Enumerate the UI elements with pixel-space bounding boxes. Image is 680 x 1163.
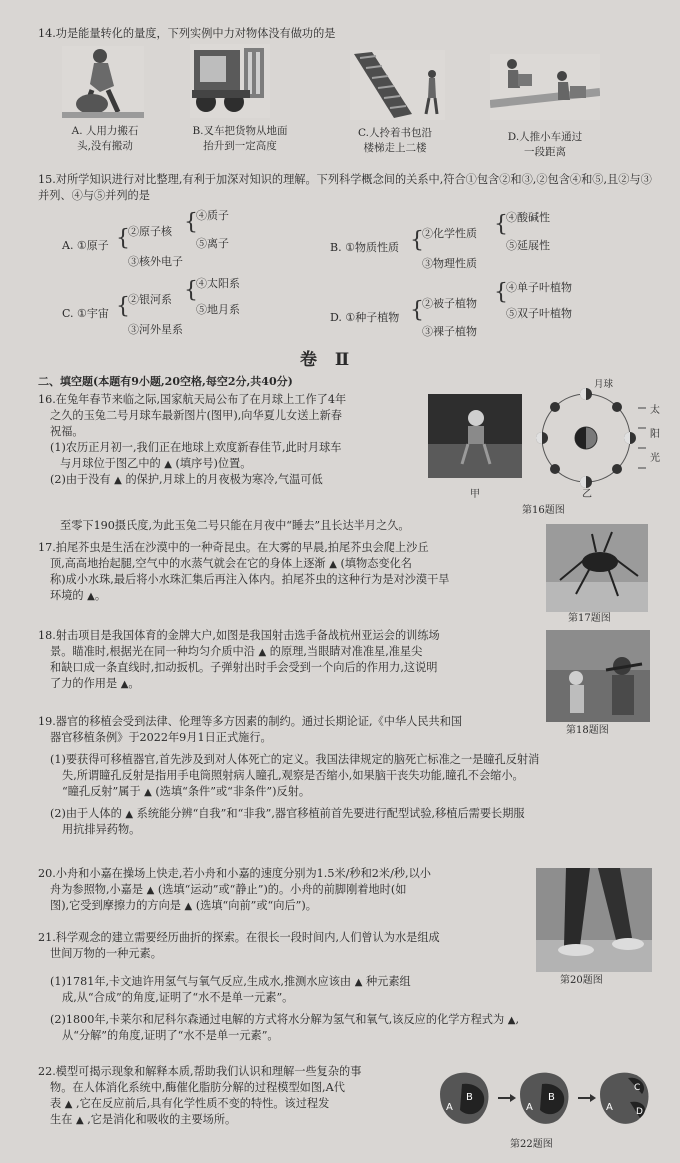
q14-option-c-line1: C.人拎着书包沿 bbox=[358, 127, 432, 139]
q16-figure-yi-label: 乙 bbox=[582, 489, 592, 500]
q18-period: 。 bbox=[128, 677, 140, 690]
q15-a-root: A. ①原子 bbox=[62, 239, 109, 252]
q15-a-n5: ⑤离子 bbox=[196, 237, 229, 250]
answer-blank: ▲ bbox=[146, 884, 155, 896]
q19-text-intro bbox=[38, 714, 538, 746]
answer-blank: ▲ bbox=[184, 901, 193, 913]
q22-label-a1: A bbox=[446, 1102, 453, 1113]
q17-line3: 称)成小水珠,最后将小水珠汇集后再注入体内。拍尾芥虫的这种行为是对沙漠干旱 bbox=[50, 573, 450, 587]
q21-sub1-a: (1)1781年,卡文迪许用氢气与氧气反应,生成水,推测水应该由 bbox=[50, 975, 352, 988]
q19-sub1-line3b: (选填“条件”或“非条件”)反射。 bbox=[155, 784, 311, 798]
q17-period: 。 bbox=[94, 589, 107, 602]
q15-b-brace: { bbox=[410, 228, 424, 253]
q22-label-c: C bbox=[634, 1083, 641, 1093]
q15-c-n4: ④太阳系 bbox=[196, 277, 240, 290]
q19-line2: 器官移植条例》于2022年9月1日正式施行。 bbox=[50, 730, 272, 744]
q22-line3b: ,它在反应前后,具有化学性质不变的特性。该过程发 bbox=[76, 1096, 330, 1110]
q15-c-n5: ⑤地月系 bbox=[196, 303, 240, 316]
q21-line2: 世间万物的一种元素。 bbox=[50, 946, 162, 960]
q22-line4a: 生在 bbox=[50, 1113, 73, 1126]
q15-d-n5: ⑤双子叶植物 bbox=[506, 307, 572, 320]
q18-text bbox=[38, 628, 538, 692]
q14-option-a-line2: 头,没有搬动 bbox=[77, 139, 133, 152]
q21-sub2-a: (2)1800年,卡莱尔和尼科尔森通过电解的方式将水分解为氢气和氧气,该反应的化学方程式为 bbox=[50, 1013, 505, 1027]
answer-blank: ▲ bbox=[507, 1015, 516, 1027]
q15-stem: 15.对所学知识进行对比整理,有利于加深对知识的理解。下列科学概念间的关系中,符合①包含②和③,②包含④和⑤,且②与③并列、④与⑤并列的是 bbox=[38, 173, 652, 202]
q17-line1: 17.拍尾芥虫是生活在沙漠中的一种奇昆虫。在大雾的早晨,拍尾芥虫会爬上沙丘 bbox=[38, 541, 429, 554]
q18-caption: 第18题图 bbox=[566, 725, 609, 736]
q16-sub2-b: 的保护,月球上的月夜极为寒冷,气温可低 bbox=[125, 472, 323, 486]
q15-c-n3: ③河外星系 bbox=[128, 323, 183, 336]
q22-figure-enzyme-model bbox=[434, 1064, 660, 1134]
q15-c-n2: ②银河系 bbox=[128, 293, 172, 306]
answer-blank: ▲ bbox=[87, 591, 95, 602]
q15-b-n3: ③物理性质 bbox=[422, 257, 477, 270]
q22-text bbox=[38, 1064, 468, 1128]
q17-figure-beetle bbox=[546, 524, 648, 612]
q16-line3: 祝福。 bbox=[50, 424, 84, 438]
q21-line1: 21.科学观念的建立需要经历曲折的探索。在很长一段时间内,人们曾认为水是组成 bbox=[38, 931, 440, 944]
answer-blank: ▲ bbox=[144, 786, 152, 798]
q22-line3a: 表 bbox=[50, 1096, 62, 1110]
q20-line1: 20.小舟和小嘉在操场上快走,若小舟和小嘉的速度分别为1.5米/秒和2米/秒,以小 bbox=[38, 867, 431, 880]
q22-label-a3: A bbox=[606, 1102, 613, 1113]
q14-option-b-line2: 抬升到一定高度 bbox=[203, 139, 277, 152]
q22-caption: 第22题图 bbox=[510, 1139, 553, 1150]
q18-line4a: 了力的作用是 bbox=[50, 677, 118, 690]
q18-figure-shooting bbox=[546, 630, 650, 722]
q16-sun-char-3: 光 bbox=[650, 453, 660, 464]
q19-sub2-a: (2)由于人体的 bbox=[50, 807, 122, 820]
q20-line3a: 图),它受到摩擦力的方向是 bbox=[50, 899, 181, 913]
q18-line2a: 景。瞄准时,根据光在同一种均匀介质中沿 bbox=[50, 644, 255, 658]
q16-sub2-c: 至零下190摄氏度,为此玉兔二号只能在月夜中“睡去”且长达半月之久。 bbox=[60, 519, 410, 532]
q14-image-forklift bbox=[190, 44, 270, 118]
q16-line2: 之久的玉兔二号月球车最新图片(图甲),向华夏儿女送上新春 bbox=[50, 408, 342, 422]
q20-line3b: (选填“向前”或“向后”)。 bbox=[195, 899, 317, 913]
q16-sub1-line1: (1)农历正月初一,我们正在地球上欢度新春佳节,此时月球车 bbox=[50, 440, 342, 454]
q14-option-a-line1: A. 人用力搬石 bbox=[71, 125, 139, 137]
q15-b-brace2: { bbox=[494, 212, 508, 237]
q16-caption: 第16题图 bbox=[522, 505, 565, 516]
q16-figure-yi-orbit bbox=[528, 378, 663, 508]
q16-figure-jia-label: 甲 bbox=[470, 489, 480, 500]
q15-d-n3: ③裸子植物 bbox=[422, 325, 477, 338]
q22-line1: 22.模型可揭示现象和解释本质,帮助我们认识和理解一些复杂的事 bbox=[38, 1065, 362, 1078]
q22-label-b1: B bbox=[466, 1092, 473, 1103]
q15-d-brace: { bbox=[410, 298, 424, 323]
q14-option-d-line2: 一段距离 bbox=[524, 145, 566, 158]
q22-line2: 物。在人体消化系统中,酶催化脂肪分解的过程模型如图,A代 bbox=[50, 1080, 345, 1094]
q14-option-c bbox=[340, 126, 450, 156]
q15-b-root: B. ①物质性质 bbox=[330, 241, 399, 254]
q19-sub1-line2: 失,所谓瞳孔反射是指用手电筒照射病人瞳孔,观察是否缩小,如果脑干丧失功能,瞳孔不会缩小。 bbox=[62, 768, 524, 782]
answer-blank: ▲ bbox=[258, 646, 267, 658]
answer-blank: ▲ bbox=[114, 474, 122, 486]
q14-image-stairs bbox=[350, 50, 445, 120]
q15-b-n2: ②化学性质 bbox=[422, 227, 477, 240]
q14-stem: 14.功是能量转化的量度，下列实例中力对物体没有做功的是 bbox=[38, 27, 336, 40]
q18-line1: 18.射击项目是我国体育的金牌大户,如图是我国射击选手备战杭州亚运会的训练场 bbox=[38, 629, 440, 642]
q15-d-root: D. ①种子植物 bbox=[330, 311, 400, 324]
q20-line2b: (选填“运动”或“静止”)的。小舟的前脚刚着地时(如 bbox=[157, 882, 407, 896]
q16-sub2-a: (2)由于没有 bbox=[50, 472, 111, 486]
q20-figure-walking bbox=[536, 868, 652, 972]
q15-c-brace: { bbox=[116, 294, 130, 319]
q15-d-n4: ④单子叶植物 bbox=[506, 281, 572, 294]
q19-line1: 19.器官的移植会受到法律、伦理等多方因素的制约。通过长期论证,《中华人民共和国 bbox=[38, 715, 463, 728]
q14-option-c-line2: 楼梯走上二楼 bbox=[363, 141, 427, 154]
q16-sun-char-1: 太 bbox=[650, 405, 660, 416]
q16-figure-jia-photo bbox=[428, 394, 522, 478]
q17-line2b: (填物态变化名 bbox=[340, 556, 412, 570]
q16-sub1-line2b: (填序号)位置。 bbox=[175, 456, 252, 470]
q14-image-pushing-cart bbox=[490, 54, 600, 120]
q16-sub1-line2a: 与月球位于图乙中的 bbox=[60, 456, 161, 470]
q19-sub1-line3a: “瞳孔反射”属于 bbox=[62, 784, 141, 798]
q16-text bbox=[38, 392, 423, 488]
answer-blank: ▲ bbox=[120, 679, 129, 690]
q20-line2a: 舟为参照物,小嘉是 bbox=[50, 882, 144, 896]
q15-a-brace: { bbox=[116, 226, 130, 251]
q22-line4b: ,它是消化和吸收的主要场所。 bbox=[87, 1113, 237, 1126]
q21-text-intro bbox=[38, 930, 538, 962]
q18-line3: 和缺口成一条直线时,扣动扳机。子弹射出时手会受到一个向后的作用力,这说明 bbox=[50, 661, 438, 675]
q15-d-n2: ②被子植物 bbox=[422, 297, 477, 310]
q21-text-body bbox=[38, 974, 668, 1044]
q19-text-body bbox=[38, 752, 663, 838]
q21-sub2-b: 从“分解”的角度,证明了“水不是单一元素”。 bbox=[62, 1029, 279, 1043]
q17-line4a: 环境的 bbox=[50, 589, 84, 602]
answer-blank: ▲ bbox=[125, 809, 134, 820]
answer-blank: ▲ bbox=[75, 1115, 84, 1126]
q15-a-brace2: { bbox=[184, 210, 198, 235]
q15-a-n3: ③核外电子 bbox=[128, 255, 183, 268]
section-heading: 二、填空题(本题有9小题,20空格,每空2分,共40分) bbox=[38, 375, 293, 388]
answer-blank: ▲ bbox=[354, 977, 363, 988]
q14-option-a bbox=[50, 124, 160, 154]
q19-sub2-c: 用抗排异药物。 bbox=[62, 823, 141, 837]
q22-label-b2: B bbox=[548, 1092, 555, 1103]
q22-label-d: D bbox=[636, 1107, 643, 1117]
q19-sub2-b: 系统能分辨“自我”和“非我”,器官移植前首先要进行配型试验,移植后需要长期服 bbox=[136, 807, 525, 820]
q14-option-d-line1: D.人推小车通过 bbox=[507, 131, 583, 143]
q17-line2a: 顶,高高地抬起腿,空气中的水蒸气就会在它的身体上逐渐 bbox=[50, 556, 326, 570]
q14-option-b-line1: B.叉车把货物从地面 bbox=[192, 125, 288, 137]
q14-option-b bbox=[180, 124, 300, 154]
q15-b-n4: ④酸碱性 bbox=[506, 211, 550, 224]
q21-sub1-c: 成,从“合成”的角度,证明了“水不是单一元素”。 bbox=[62, 991, 294, 1005]
q19-sub1-line1: (1)要获得可移植器官,首先涉及到对人体死亡的定义。我国法律规定的脑死亡标准之一是瞳孔反射消 bbox=[50, 753, 540, 766]
q17-caption: 第17题图 bbox=[568, 613, 611, 624]
q14-image-lifting-stone bbox=[62, 46, 144, 118]
volume-title: 卷 Ⅱ bbox=[300, 350, 356, 370]
answer-blank: ▲ bbox=[164, 458, 172, 470]
q20-text bbox=[38, 866, 538, 914]
q15-c-brace2: { bbox=[184, 278, 198, 303]
q14-option-d bbox=[490, 130, 600, 160]
answer-blank: ▲ bbox=[329, 558, 337, 570]
q16-sun-char-2: 阳 bbox=[650, 429, 660, 440]
q21-sub1-b: 种元素组 bbox=[365, 975, 411, 988]
q16-moon-label: 月球 bbox=[594, 379, 614, 390]
q16-line1: 16.在兔年春节来临之际,国家航天局公布了在月球上工作了4年 bbox=[38, 393, 347, 406]
q20-caption: 第20题图 bbox=[560, 975, 603, 986]
q15-b-n5: ⑤延展性 bbox=[506, 239, 550, 252]
q15-d-brace2: { bbox=[494, 280, 508, 305]
q15-a-n4: ④质子 bbox=[196, 209, 229, 222]
q21-comma: , bbox=[515, 1013, 520, 1027]
q17-text bbox=[38, 540, 538, 604]
q15-a-n2: ②原子核 bbox=[128, 225, 172, 238]
q18-line2b: 的原理,当眼睛对准准星,准星尖 bbox=[269, 644, 423, 658]
q22-label-a2: A bbox=[526, 1102, 533, 1113]
answer-blank: ▲ bbox=[64, 1098, 73, 1110]
q15-c-root: C. ①宇宙 bbox=[62, 307, 109, 320]
